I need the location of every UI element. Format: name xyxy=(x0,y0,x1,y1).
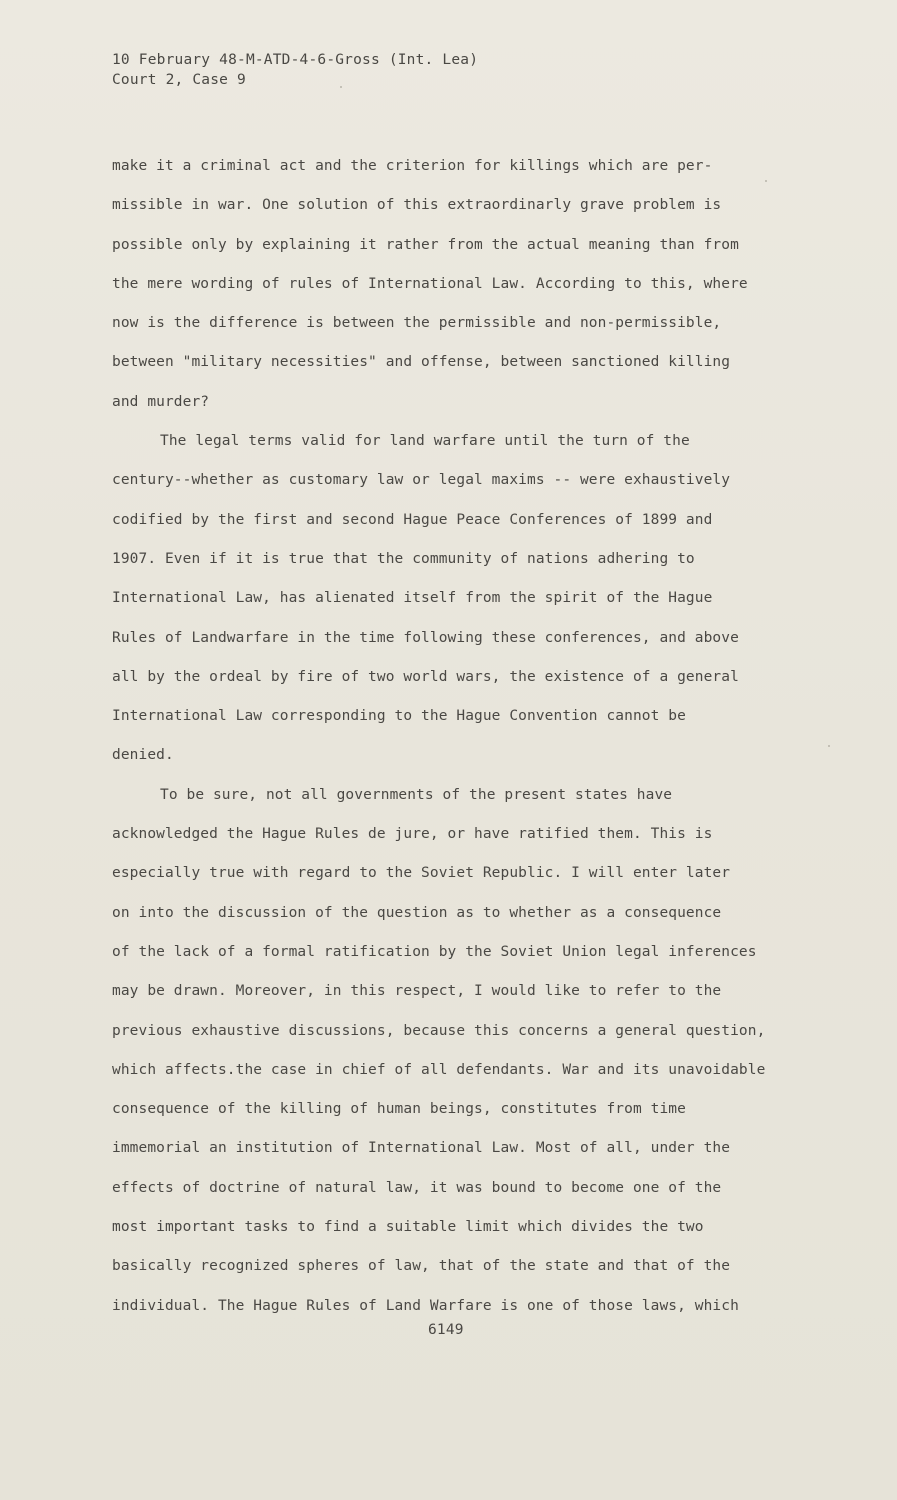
text-line: basically recognized spheres of law, that of the state and that of the xyxy=(112,1258,731,1275)
text-line: consequence of the killing of human beings, constitutes from time xyxy=(112,1101,686,1118)
paper-speck xyxy=(340,86,342,88)
text-line: and murder? xyxy=(112,393,210,410)
paper-speck xyxy=(765,180,767,182)
text-line: on into the discussion of the question as to whether as a consequence xyxy=(112,904,722,921)
text-line: may be drawn. Moreover, in this respect, I would like to refer to the xyxy=(112,983,722,1000)
text-line: missible in war. One solution of this extraordinarly grave problem is xyxy=(112,197,722,214)
paragraph-start-line: To be sure, not all governments of the present states have xyxy=(160,786,673,803)
text-line: International Law corresponding to the Hague Convention cannot be xyxy=(112,708,686,725)
text-line: denied. xyxy=(112,747,174,764)
text-line: all by the ordeal by fire of two world wars, the existence of a general xyxy=(112,668,739,685)
text-line: previous exhaustive discussions, because this concerns a general question, xyxy=(112,1022,766,1039)
text-line: acknowledged the Hague Rules de jure, or have ratified them. This is xyxy=(112,826,713,843)
text-line: make it a criminal act and the criterion for killings which are per- xyxy=(112,158,713,174)
header-court-line: Court 2, Case 9 xyxy=(112,72,246,88)
text-line: of the lack of a formal ratification by the Soviet Union legal inferences xyxy=(112,943,757,960)
text-line: International Law, has alienated itself from the spirit of the Hague xyxy=(112,590,713,607)
page-header xyxy=(112,50,478,90)
text-line: which affects.the case in chief of all defendants. War and its unavoidable xyxy=(112,1061,766,1078)
text-line: individual. The Hague Rules of Land Warfare is one of those laws, which xyxy=(112,1297,739,1314)
text-line: codified by the first and second Hague Peace Conferences of 1899 and xyxy=(112,511,713,528)
text-line: Rules of Landwarfare in the time following these conferences, and above xyxy=(112,629,739,646)
text-line: the mere wording of rules of International Law. According to this, where xyxy=(112,275,748,292)
paper-speck xyxy=(828,745,830,747)
text-line: 1907. Even if it is true that the community of nations adhering to xyxy=(112,550,695,567)
text-line: century--whether as customary law or legal maxims -- were exhaustively xyxy=(112,472,731,489)
text-line: effects of doctrine of natural law, it was bound to become one of the xyxy=(112,1179,722,1196)
text-line: most important tasks to find a suitable limit which divides the two xyxy=(112,1219,704,1236)
text-line: now is the difference is between the permissible and non-permissible, xyxy=(112,315,722,332)
text-line: possible only by explaining it rather from the actual meaning than from xyxy=(112,236,739,253)
header-date-line: 10 February 48-M-ATD-4-6-Gross (Int. Lea) xyxy=(112,52,479,68)
text-line: between "military necessities" and offense, between sanctioned killing xyxy=(112,354,731,371)
text-line: especially true with regard to the Soviet Republic. I will enter later xyxy=(112,865,731,882)
text-line: immemorial an institution of International Law. Most of all, under the xyxy=(112,1140,731,1157)
body-text xyxy=(112,147,842,1326)
paragraph-start-line: The legal terms valid for land warfare until the turn of the xyxy=(160,433,690,450)
page-number: 6149 xyxy=(428,1322,464,1338)
